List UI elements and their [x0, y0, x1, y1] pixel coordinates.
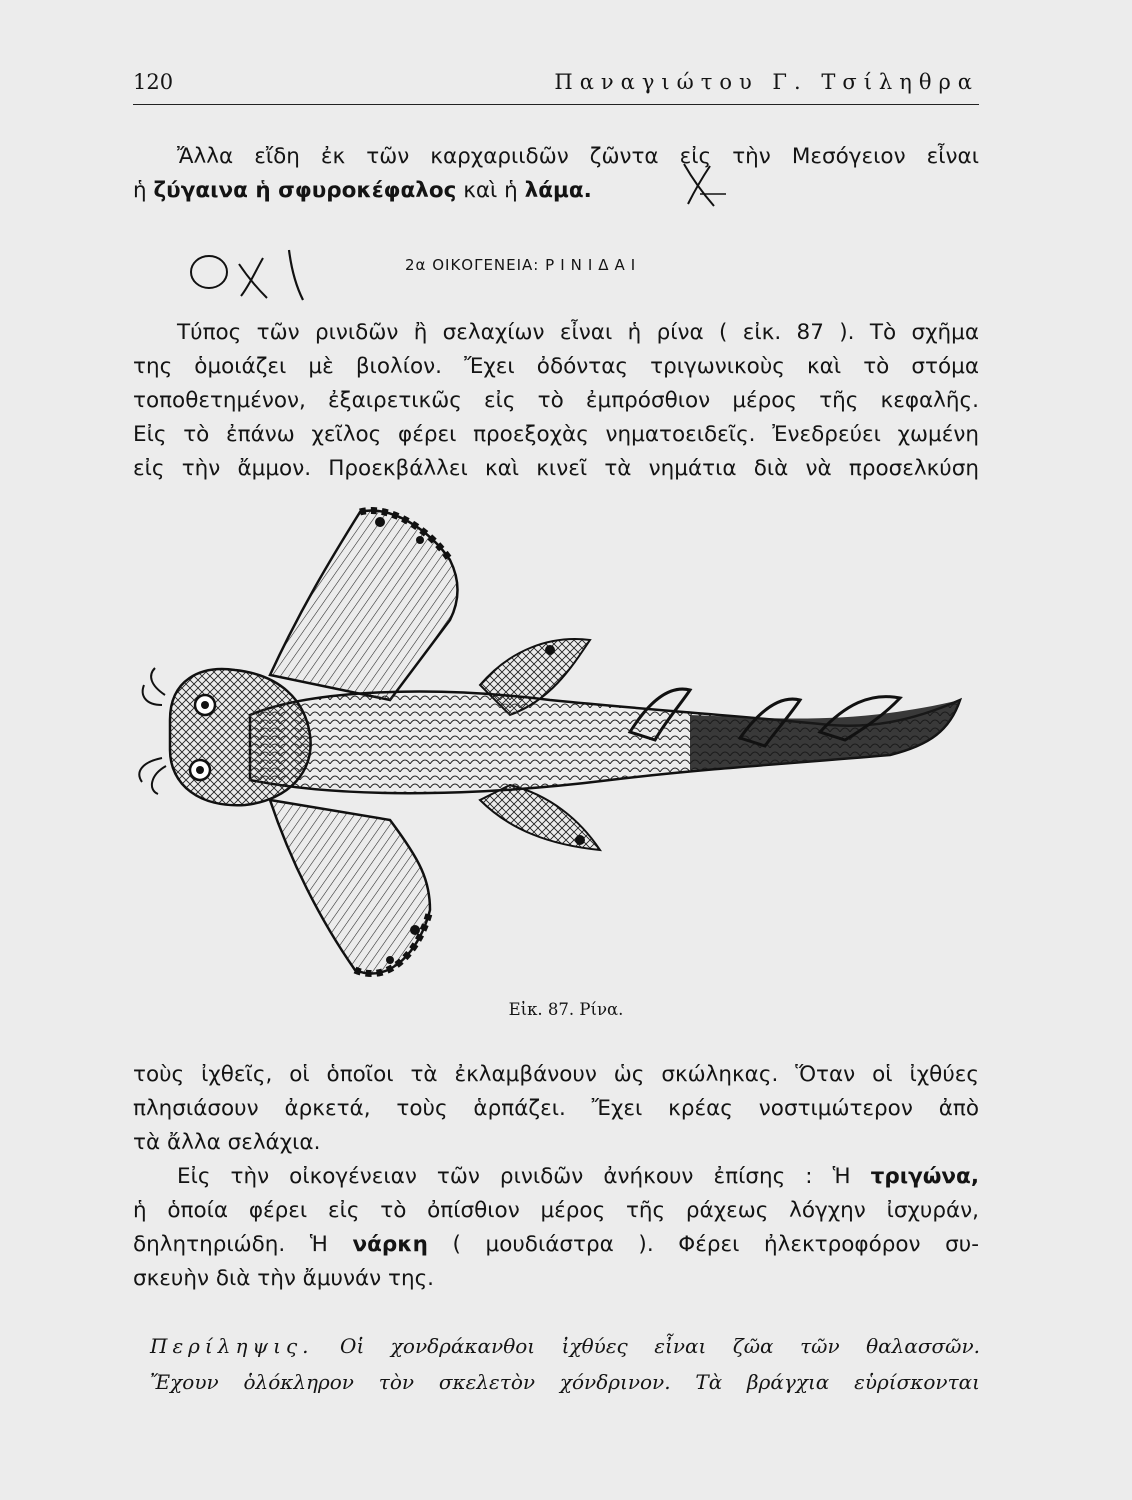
handwritten-note — [185, 246, 325, 306]
paragraph-family-members — [133, 1160, 979, 1296]
text-line: δηλητηριώδη. Ἡ νάρκη ( μουδιάστρα ). Φέρει ἠλεκτροφόρον συ- — [133, 1232, 979, 1257]
section-heading — [405, 256, 641, 274]
bold-term: νάρκη — [352, 1232, 428, 1257]
text-line: σκευὴν διὰ τὴν ἄμυνάν της. — [133, 1266, 435, 1291]
summary-title: Περίληψις. — [150, 1334, 314, 1358]
section-label: ΟΙΚΟΓΕΝΕΙΑ: — [432, 256, 540, 274]
angel-shark-illustration — [130, 500, 970, 990]
bold-term: λάμα. — [524, 178, 592, 203]
text-line: πλησιάσουν ἀρκετά, τοὺς ἁρπάζει. Ἔχει κρέας νοστιμώτερον ἀπὸ — [133, 1096, 979, 1121]
barbels — [143, 668, 165, 705]
intro-paragraph — [133, 140, 979, 208]
bold-term: τριγώνα, — [870, 1164, 979, 1189]
paragraph-continued — [133, 1058, 979, 1160]
text-line: ἡ ὁποία φέρει εἰς τὸ ὀπίσθιον μέρος τῆς ράχεως λόγχην ἰσχυράν, — [133, 1198, 979, 1223]
text-line: Περίληψις. Οἱ χονδράκανθοι ἰχθύες εἶναι ζῶα τῶν θαλασσῶν. — [150, 1334, 980, 1358]
text-line: τοὺς ἰχθεῖς, οἱ ὁποῖοι τὰ ἐκλαμβάνουν ὡς σκώληκας. Ὅταν οἱ ἰχθύες — [133, 1062, 979, 1087]
bold-term: ζύγαινα ἡ σφυροκέφαλος — [153, 178, 457, 203]
text-line: εἰς τὴν ἄμμον. Προεκβάλλει καὶ κινεῖ τὰ νημάτια διὰ νὰ προσελκύση — [133, 456, 979, 481]
text-line: Εἰς τὸ ἐπάνω χεῖλος φέρει προεξοχὰς νηματοειδεῖς. Ἐνεδρεύει χωμένη — [133, 422, 979, 447]
text-line: Ἄλλα εἴδη ἐκ τῶν καρχαριιδῶν ζῶντα εἰς τὴν Μεσόγειον εἶναι — [177, 144, 979, 169]
text-line: ἡ ζύγαινα ἡ σφυροκέφαλος καὶ ἡ λάμα. — [133, 178, 592, 203]
page-header — [133, 70, 979, 104]
text-line: Εἰς τὴν οἰκογένειαν τῶν ρινιδῶν ἀνήκουν ἐπίσης : Ἡ τριγώνα, — [177, 1164, 979, 1189]
text-line: τὰ ἄλλα σελάχια. — [133, 1130, 321, 1155]
running-head: Παναγιώτου Γ. Τσίληθρα — [554, 70, 979, 94]
text-line: Τύπος τῶν ρινιδῶν ἢ σελαχίων εἶναι ἡ ρίνα ( εἰκ. 87 ). Τὸ σχῆμα — [177, 320, 979, 345]
text-line: τοποθετημένον, ἐξαιρετικῶς εἰς τὸ ἐμπρόσθιον μέρος τῆς κεφαλῆς. — [133, 388, 979, 413]
figure-caption: Εἰκ. 87. Ρίνα. — [508, 1000, 624, 1019]
header-rule — [133, 104, 979, 105]
text-line: Ἔχουν ὁλόκληρον τὸν σκελετὸν χόνδρινον. Τὰ βράγχια εὑρίσκονται — [150, 1370, 980, 1394]
summary-paragraph — [150, 1328, 980, 1400]
text-line: της ὁμοιάζει μὲ βιολίον. Ἔχει ὀδόντας τριγωνικοὺς καὶ τὸ στόμα — [133, 354, 979, 379]
section-family-name: ΡΙΝΙΔΑΙ — [545, 256, 642, 274]
paragraph-description — [133, 316, 979, 486]
handwritten-x-mark — [670, 160, 730, 210]
page-number: 120 — [133, 70, 174, 94]
shark-head — [170, 669, 311, 805]
lower-pectoral-fin — [270, 800, 430, 974]
section-number: 2α — [405, 256, 427, 274]
